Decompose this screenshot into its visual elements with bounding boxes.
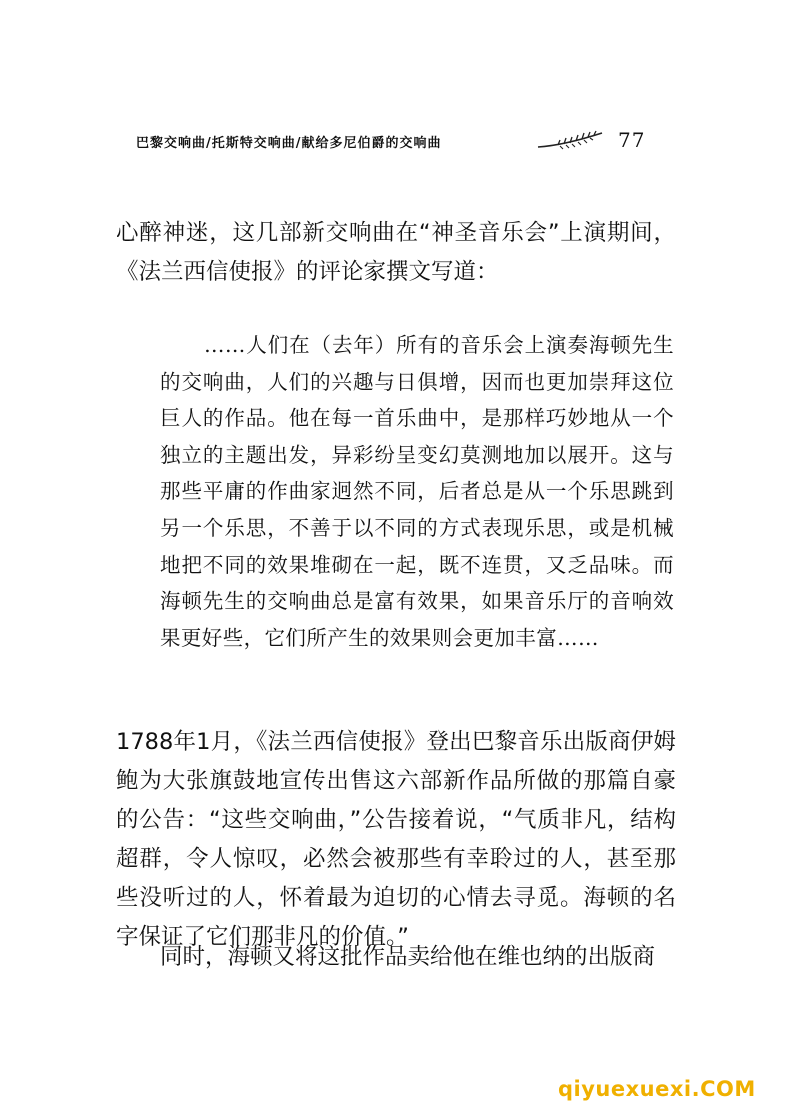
feather-ornament-icon <box>536 130 606 152</box>
page-number: 77 <box>618 128 646 152</box>
continuation-paragraph: 同时，海顿又将这批作品卖给他在维也纳的出版商 <box>160 944 656 970</box>
quoted-review-paragraph: ……人们在（去年）所有的音乐会上演奏海顿先生的交响曲，人们的兴趣与日俱增，因而也更加崇拜这位巨人的作品。他在每一首乐曲中，是那样巧妙地从一个独立的主题出发，异彩纷呈变幻莫测地加以展开。这与那些平庸的作曲家迥然不同，后者总是从一个乐思跳到另一个乐思，不善于以不同的方式表现乐思，或是机械地把不同的效果堆砌在一起，既不连贯，又乏品味。而海顿先生的交响曲总是富有效果，如果音乐厅的音响效果更好些，它们所产生的效果则会更加丰富…… <box>160 333 674 650</box>
running-header-title: 巴黎交响曲/托斯特交响曲/献给多尼伯爵的交响曲 <box>136 136 442 151</box>
site-watermark: qiyuexuexi.COM <box>558 1077 756 1101</box>
running-header <box>128 130 658 156</box>
announcement-paragraph: 1788年1月，《法兰西信使报》登出巴黎音乐出版商伊姆鲍为大张旗鼓地宣传出售这六部新作品所做的那篇自豪的公告：“这些交响曲，”公告接着说，“气质非凡，结构超群，令人惊叹，必然会被那些有幸聆过的人，甚至那些没听过的人，怀着最为迫切的心情去寻觅。海顿的名字保证了它们那非凡的价值。” <box>116 729 676 950</box>
intro-paragraph: 心醉神迷，这几部新交响曲在“神圣音乐会”上演期间，《法兰西信使报》的评论家撰文写道： <box>116 220 676 285</box>
